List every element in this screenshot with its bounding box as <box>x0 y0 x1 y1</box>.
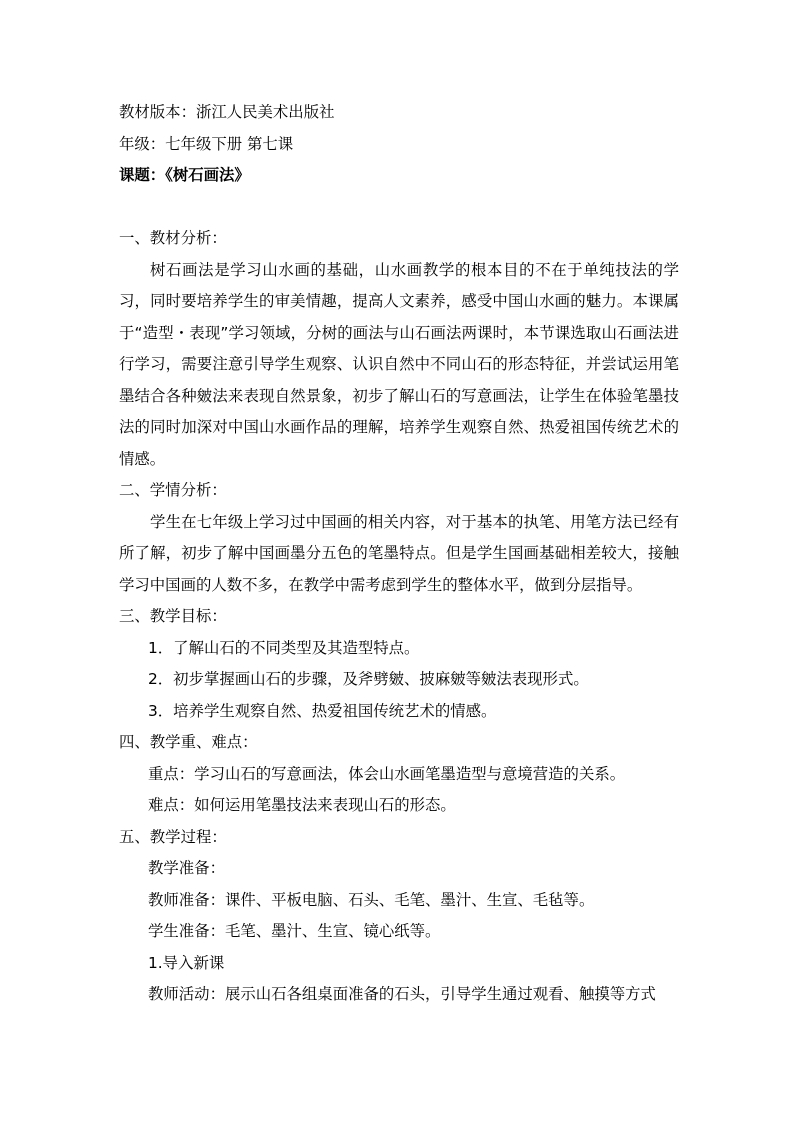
focus-point: 重点：学习山石的写意画法，体会山水画笔墨造型与意境营造的关系。 <box>148 764 626 783</box>
teacher-activity: 教师活动：展示山石各组桌面准备的石头，引导学生通过观看、触摸等方式 <box>148 985 656 1003</box>
grade-line: 年级：七年级下册 第七课 <box>119 134 294 153</box>
lesson-title: 课题：《树石画法》 <box>119 166 250 184</box>
difficulty-point: 难点：如何运用笔墨技法来表现山石的形态。 <box>148 796 456 814</box>
students-paragraph: 学生在七年级上学习过中国画的相关内容，对于基本的执笔、用笔方法已经有所了解，初步了解中国画墨分五色的笔墨特点。但是学生国画基础相差较大，接触学习中国画的人数不多，在教学中需考虑到学生的整体水平，做到分层指导。 <box>119 512 679 594</box>
prep-heading: 教学准备： <box>148 859 225 877</box>
section-heading-process: 五、教学过程： <box>119 827 227 846</box>
teacher-prep: 教师准备：课件、平板电脑、石头、毛笔、墨汁、生宣、毛毡等。 <box>148 890 595 909</box>
analysis-paragraph: 树石画法是学习山水画的基础，山水画教学的根本目的不在于单纯技法的学习，同时要培养学生的审美情趣，提高人文素养，感受中国山水画的魅力。本课属于“造型・表现”学习领域，分树的画法与山石画法两课时，本节课选取山石画法进行学习，需要注意引导学生观察、认识自然中不同山石的形态特征，并尝试运用笔墨结合各种皴法来表现自然景象，初步了解山石的写意画法，让学生在体验笔墨技法的同时加深对中国山水画作品的理解，培养学生观察自然、热爱祖国传统艺术的情感。 <box>119 260 679 468</box>
document-body <box>119 97 679 1011</box>
step-heading: 1.导入新课 <box>148 953 225 972</box>
edition-line: 教材版本：浙江人民美术出版社 <box>119 103 335 121</box>
section-heading-students: 二、学情分析： <box>119 481 227 499</box>
student-prep: 学生准备：毛笔、墨汁、生宣、镜心纸等。 <box>148 922 441 940</box>
goal-item: 2．初步掌握画山石的步骤，及斧劈皴、披麻皴等皴法表现形式。 <box>148 670 589 688</box>
section-heading-goals: 三、教学目标： <box>119 607 227 625</box>
goal-item: 3．培养学生观察自然、热爱祖国传统艺术的情感。 <box>148 701 497 720</box>
section-heading-key-points: 四、教学重、难点： <box>119 733 258 751</box>
section-heading-analysis: 一、教材分析： <box>119 229 227 247</box>
blank-line <box>119 192 679 224</box>
goal-item: 1．了解山石的不同类型及其造型特点。 <box>148 638 420 657</box>
